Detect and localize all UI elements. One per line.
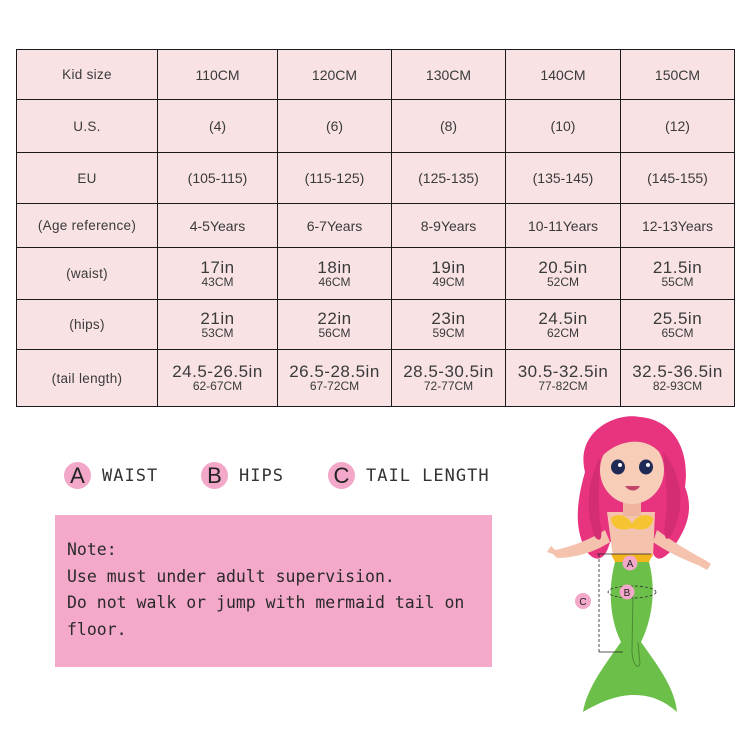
- value-in: 17in: [200, 257, 235, 277]
- svg-text:C: C: [579, 597, 587, 608]
- value-cm: 52CM: [546, 274, 579, 289]
- left-eye: [611, 460, 625, 475]
- value-cell: [506, 300, 621, 350]
- marker-a: [623, 556, 638, 571]
- value-in: 25.5in: [652, 308, 703, 328]
- value-cm: 72-77CM: [423, 379, 474, 393]
- value-in: 21in: [200, 308, 235, 328]
- note-title: Note:: [67, 540, 117, 559]
- value-cell: 4-5Years: [158, 204, 278, 248]
- value-in: 30.5-32.5in: [517, 362, 609, 381]
- value-cell: (6): [278, 100, 392, 153]
- value-cell: [392, 350, 506, 407]
- note-box: [55, 515, 492, 667]
- svg-text:A: A: [626, 559, 634, 570]
- value-cm: 53CM: [201, 325, 234, 340]
- legend-label: HIPS: [239, 465, 284, 486]
- value-in: 32.5-36.5in: [632, 362, 723, 381]
- value-cell: [506, 248, 621, 300]
- row-label: (tail length): [17, 350, 158, 407]
- value-cm: 62CM: [546, 325, 579, 340]
- value-in: 28.5-30.5in: [403, 362, 494, 381]
- value-cell: (125-135): [392, 153, 506, 204]
- waist-row: [17, 248, 735, 300]
- value-cell: 8-9Years: [392, 204, 506, 248]
- value-cell: (115-125): [278, 153, 392, 204]
- value-cell: (12): [621, 100, 735, 153]
- row-label: (Age reference): [17, 204, 158, 248]
- value-cm: 49CM: [432, 274, 465, 289]
- value-in: 20.5in: [538, 257, 588, 277]
- legend-label: TAIL LENGTH: [366, 465, 490, 486]
- value-cm: 46CM: [318, 274, 351, 289]
- marker-c: [575, 593, 591, 609]
- value-cell: [278, 300, 392, 350]
- note-line: Do not walk or jump with mermaid tail on: [67, 593, 465, 612]
- value-cell: [621, 350, 735, 407]
- value-cell: [278, 350, 392, 407]
- size-cell: 140CM: [506, 50, 621, 100]
- badge-a: A: [64, 462, 91, 489]
- tail-length-row: [17, 350, 735, 407]
- legend-label: WAIST: [102, 465, 159, 486]
- value-cell: 10-11Years: [506, 204, 621, 248]
- row-label: Kid size: [17, 50, 158, 100]
- value-cm: 55CM: [661, 274, 694, 289]
- size-cell: 110CM: [158, 50, 278, 100]
- value-cell: [506, 350, 621, 407]
- value-cell: (10): [506, 100, 621, 153]
- value-in: 18in: [317, 257, 352, 277]
- value-cell: (135-145): [506, 153, 621, 204]
- value-cell: [392, 300, 506, 350]
- right-eye: [639, 460, 653, 475]
- size-chart-table: [16, 49, 735, 407]
- legend-item-tail-length: [328, 462, 490, 489]
- value-cell: (105-115): [158, 153, 278, 204]
- size-cell: 150CM: [621, 50, 735, 100]
- row-label: (waist): [17, 248, 158, 300]
- value-in: 24.5-26.5in: [172, 362, 263, 381]
- value-cm: 65CM: [661, 325, 694, 340]
- hips-row: [17, 300, 735, 350]
- us-row: [17, 100, 735, 153]
- value-cell: (145-155): [621, 153, 735, 204]
- value-cm: 77-82CM: [538, 379, 588, 393]
- mermaid-illustration: [545, 412, 725, 722]
- value-cm: 82-93CM: [652, 379, 703, 393]
- size-cell: 120CM: [278, 50, 392, 100]
- value-cell: [621, 300, 735, 350]
- value-cell: [158, 248, 278, 300]
- note-line: floor.: [67, 619, 127, 639]
- value-in: 22in: [317, 308, 352, 328]
- note-line: Use must under adult supervision.: [67, 566, 395, 586]
- value-cell: [621, 248, 735, 300]
- value-in: 19in: [431, 257, 466, 277]
- value-cm: 62-67CM: [192, 379, 243, 393]
- value-in: 23in: [431, 308, 466, 328]
- value-cell: [278, 248, 392, 300]
- mermaid-tail: [583, 562, 677, 712]
- value-in: 24.5in: [538, 308, 588, 328]
- age-row: [17, 204, 735, 248]
- value-cm: 56CM: [318, 325, 351, 340]
- value-cell: [158, 300, 278, 350]
- row-label: (hips): [17, 300, 158, 350]
- value-in: 26.5-28.5in: [289, 362, 380, 381]
- badge-c: C: [328, 462, 355, 489]
- header-row: [17, 50, 735, 100]
- value-cm: 43CM: [201, 274, 234, 289]
- row-label: U.S.: [17, 100, 158, 153]
- value-cell: [158, 350, 278, 407]
- row-label: EU: [17, 153, 158, 204]
- value-cm: 59CM: [432, 325, 465, 340]
- size-cell: 130CM: [392, 50, 506, 100]
- value-in: 21.5in: [652, 257, 703, 277]
- value-cm: 67-72CM: [309, 379, 360, 393]
- value-cell: 12-13Years: [621, 204, 735, 248]
- legend-item-waist: [64, 462, 158, 489]
- svg-text:B: B: [623, 588, 631, 599]
- eu-row: [17, 153, 735, 204]
- badge-b: B: [201, 462, 228, 489]
- marker-b: [620, 585, 635, 600]
- legend-item-hips: [201, 462, 284, 489]
- value-cell: 6-7Years: [278, 204, 392, 248]
- value-cell: (8): [392, 100, 506, 153]
- value-cell: [392, 248, 506, 300]
- value-cell: (4): [158, 100, 278, 153]
